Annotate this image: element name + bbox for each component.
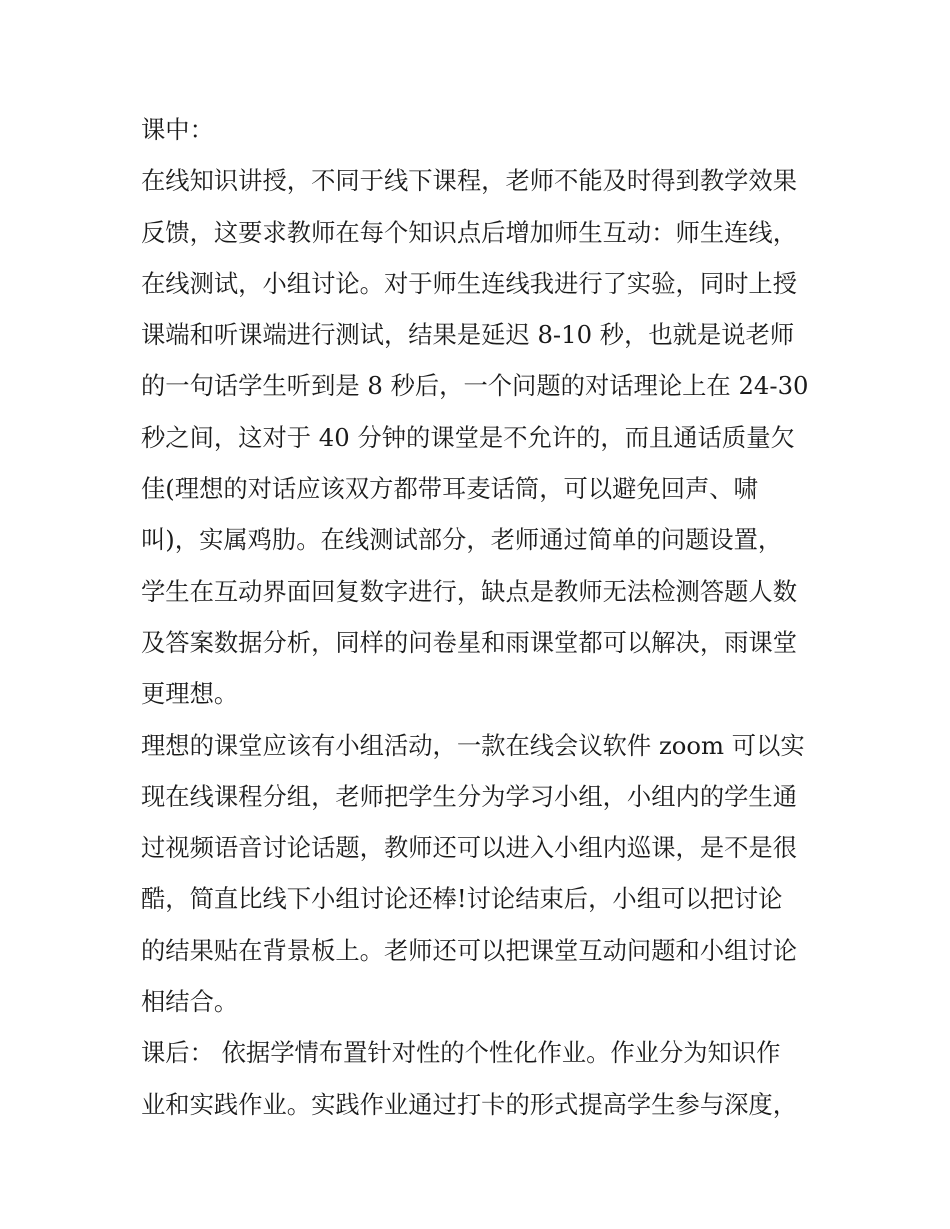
text-line: 的结果贴在背景板上。老师还可以把课堂互动问题和小组讨论	[141, 935, 798, 965]
text-line: 酷，简直比线下小组讨论还棒!讨论结束后，小组可以把讨论	[141, 884, 783, 914]
text-line: 相结合。	[141, 987, 239, 1017]
text-line: 在线知识讲授，不同于线下课程，老师不能及时得到教学效果	[141, 166, 798, 196]
text-line: 秒之间，这对于 40 分钟的课堂是不允许的，而且通话质量欠	[141, 422, 795, 452]
text-line: 更理想。	[141, 679, 239, 709]
text-line: 过视频语音讨论话题，教师还可以进入小组内巡课，是不是很	[141, 833, 798, 863]
text-line: 业和实践作业。实践作业通过打卡的形式提高学生参与深度，	[141, 1089, 798, 1119]
text-line: 的一句话学生听到是 8 秒后，一个问题的对话理论上在 24-30	[141, 371, 809, 401]
text-line: 叫)，实属鸡肋。在线测试部分，老师通过简单的问题设置，	[141, 525, 783, 555]
section-heading-after-class: 课后： 依据学情布置针对性的个性化作业。作业分为知识作	[141, 1038, 781, 1068]
text-line: 课端和听课端进行测试，结果是延迟 8-10 秒，也就是说老师	[141, 320, 795, 350]
section-heading-in-class: 课中：	[141, 115, 214, 144]
text-line: 反馈，这要求教师在每个知识点后增加师生互动：师生连线，	[141, 217, 798, 247]
text-line: 现在线课程分组，老师把学生分为学习小组，小组内的学生通	[141, 781, 798, 811]
text-line: 学生在互动界面回复数字进行，缺点是教师无法检测答题人数	[141, 576, 798, 606]
document-body	[141, 108, 821, 1134]
text-line: 在线测试，小组讨论。对于师生连线我进行了实验，同时上授	[141, 268, 798, 298]
text-line: 及答案数据分析，同样的问卷星和雨课堂都可以解决，雨课堂	[141, 627, 798, 657]
text-line: 佳(理想的对话应该双方都带耳麦话筒，可以避免回声、啸	[141, 474, 758, 504]
text-line: 理想的课堂应该有小组活动，一款在线会议软件 zoom 可以实	[141, 730, 805, 760]
